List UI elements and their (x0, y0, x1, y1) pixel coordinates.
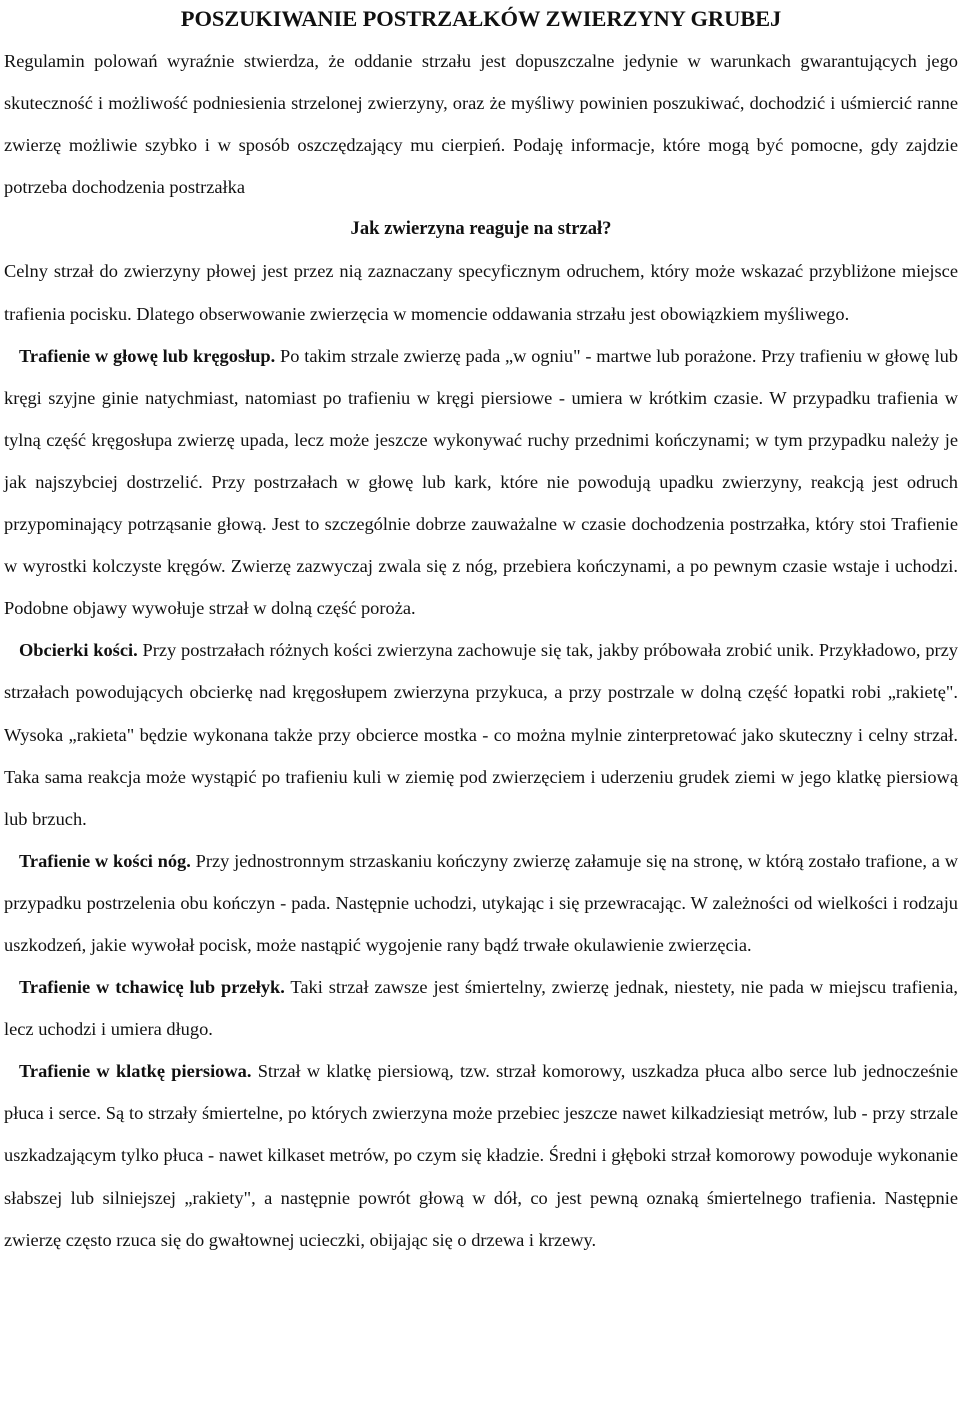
section-leg-bones (4, 840, 958, 966)
observation-paragraph: Celny strzał do zwierzyny płowej jest przez nią zaznaczany specyficznym odruchem, który może wskazać przybliżone miejsce trafienia pocisku. Dlatego obserwowanie zwierzęcia w momencie oddawania strzału jest obowiązkiem myśliwego. (4, 261, 958, 324)
section-text: Po takim strzale zwierzę pada „w ogniu" - martwe lub porażone. Przy trafieniu w głowę lub kręgi szyjne ginie natychmiast, natomiast po trafieniu w kręgi piersiowe - umiera w krótkim czasie. W przypadku trafienia w tylną część kręgosłupa zwierzę upada, lecz może jeszcze wykonywać ruchy przednimi kończynami; w tym przypadku należy je jak najszybciej dostrzelić. Przy postrzałach w głowę lub kark, które nie powodują upadku zwierzyny, reakcją jest odruch przypominający potrząsanie głową. Jest to szczególnie dobrze zauważalne w czasie dochodzenia postrzałka, który stoi Trafienie w wyrostki kolczyste kręgów. Zwierzę zazwyczaj zwala się z nóg, przebiera kończynami, a po pewnym czasie wstaje i uchodzi. Podobne objawy wywołuje strzał w dolną część poroża. (4, 345, 958, 619)
section-lead: Trafienie w tchawicę lub przełyk. (19, 977, 285, 998)
section-lead: Trafienie w głowę lub kręgosłup. (19, 345, 276, 366)
section-bone-grazes (4, 629, 958, 839)
section-lead: Trafienie w klatkę piersiowa. (19, 1061, 252, 1082)
section-chest (4, 1050, 958, 1260)
section-lead: Obcierki kości. (19, 640, 138, 661)
document-title: POSZUKIWANIE POSTRZAŁKÓW ZWIERZYNY GRUBEJ (180, 6, 782, 31)
section-text: Przy jednostronnym strzaskaniu kończyny zwierzę załamuje się na stronę, w którą zostało trafione, a w przypadku postrzelenia obu kończyn - pada. Następnie uchodzi, utykając i się przewracając. W zależności od wielkości i rodzaju uszkodzeń, jakie wywołał pocisk, może nastąpić wygojenie rany bądź trwałe okulawienie zwierzęcia. (4, 850, 958, 955)
section-head-spine (4, 335, 958, 630)
section-lead: Trafienie w kości nóg. (19, 850, 191, 871)
section-text: Taki strzał zawsze jest śmiertelny, zwierzę jednak, niestety, nie pada w miejscu trafienia, lecz uchodzi i umiera długo. (4, 977, 958, 1040)
section-text: Strzał w klatkę piersiową, tzw. strzał komorowy, uszkadza płuca albo serce lub jednocześnie płuca i serce. Są to strzały śmiertelne, po których zwierzyna może przebiec jeszcze nawet kilkadziesiąt metrów, lub - przy strzale uszkadzającym tylko płuca - nawet kilkaset metrów, po czym się kładzie. Średni i głęboki strzał komorowy powoduje wykonanie słabszej lub silniejszej „rakiety", a następnie powrót głową w dół, co jest pewną oznaką śmiertelnego trafienia. Następnie zwierzę często rzuca się do gwałtownej ucieczki, obijając się o drzewa i krzewy. (4, 1061, 958, 1250)
section-trachea (4, 966, 958, 1050)
section-subtitle: Jak zwierzyna reaguje na strzał? (350, 218, 612, 240)
section-text: Przy postrzałach różnych kości zwierzyna zachowuje się tak, jakby próbowała zrobić unik. Przykładowo, przy strzałach powodujących obcierkę nad kręgosłupem zwierzyna przykuca, a przy postrzale w dolną część łopatki robi „rakietę". Wysoka „rakieta" będzie wykonana także przy obcierce mostka - co można mylnie zinterpretować jako skuteczny i celny strzał. Taka sama reakcja może wystąpić po trafieniu kuli w ziemię pod zwierzęciem i uderzeniu grudek ziemi w jego klatkę piersiową lub brzuch. (4, 640, 959, 829)
intro-paragraph: Regulamin polowań wyraźnie stwierdza, że oddanie strzału jest dopuszczalne jedynie w warunkach gwarantujących jego skuteczność i możliwość podniesienia strzelonej zwierzyny, oraz że myśliwy powinien poszukiwać, dochodzić i uśmiercić ranne zwierzę możliwie szybko i w sposób oszczędzający mu cierpień. Podaję informacje, które mogą być pomocne, gdy zajdzie potrzeba dochodzenia postrzałka (4, 51, 958, 198)
